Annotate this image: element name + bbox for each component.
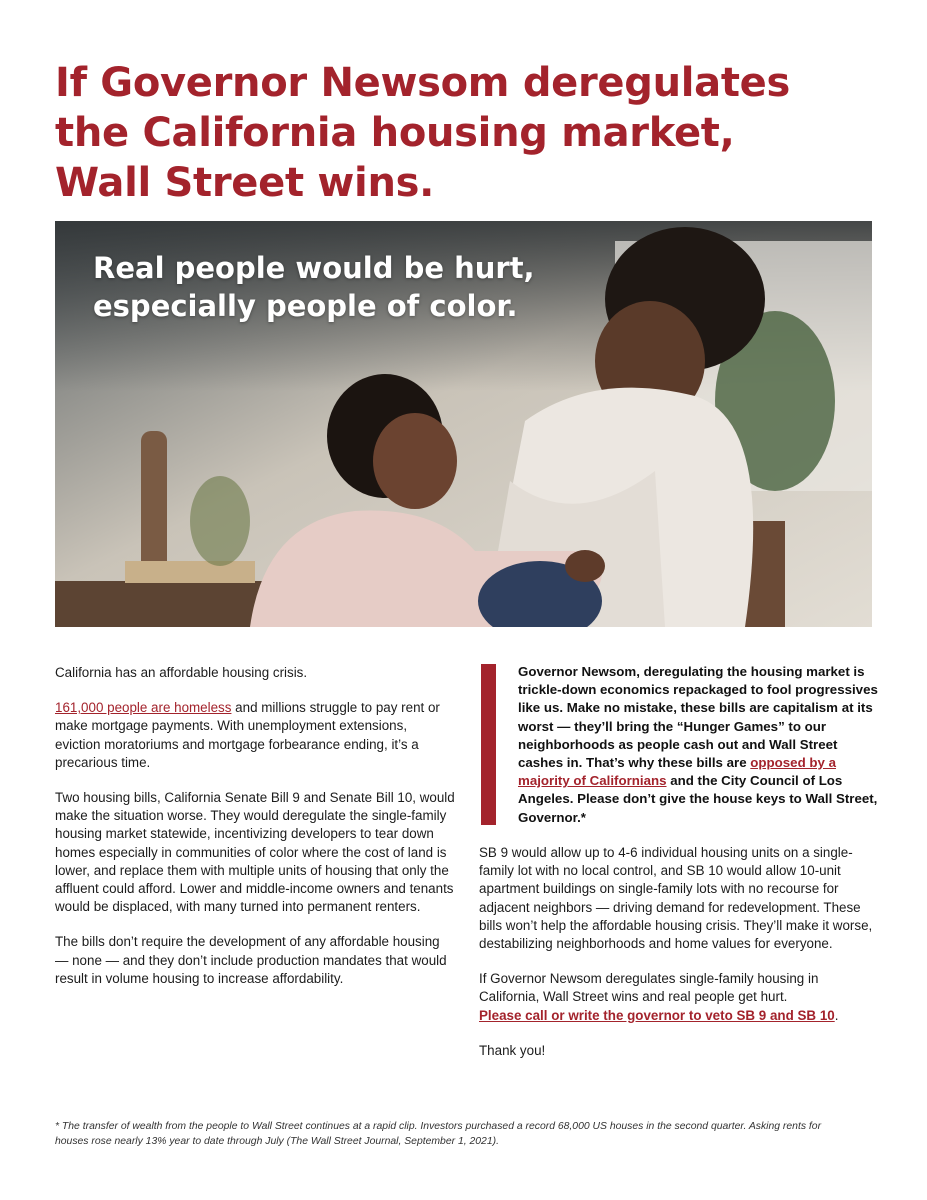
- call-to-action-paragraph: [479, 970, 879, 1025]
- pull-quote-text-end: and the City Council of Los Angeles. Please don’t give the house keys to Wall Street, Governor.*: [518, 773, 878, 825]
- quote-accent-bar: [481, 664, 496, 825]
- intro-paragraph: California has an affordable housing crisis.: [55, 665, 308, 680]
- pull-quote-text: Governor Newsom, deregulating the housing market is trickle-down economics repackaged to fool progressives like us. Make no mistake, these bills are capitalism at its worst — they’ll bring the “Hunger Games” to our neighborhoods as people cash out and Wall Street cashes in. That’s why these bills are: [518, 664, 878, 771]
- cta-period: .: [834, 1007, 839, 1023]
- headline-line-1: If Governor Newsom deregulates: [55, 60, 791, 106]
- hero-caption-line-2: especially people of color.: [93, 289, 518, 323]
- hero-caption: [93, 249, 535, 325]
- veto-call-link[interactable]: Please call or write the governor to veto SB 9 and SB 10: [479, 1007, 835, 1023]
- pull-quote: [518, 663, 878, 827]
- thank-you: Thank you!: [479, 1042, 546, 1058]
- headline: [55, 58, 875, 208]
- hero-photo: [55, 221, 872, 627]
- homeless-paragraph: [55, 699, 455, 772]
- left-column: [55, 664, 455, 1005]
- homeless-paragraph-text: and millions struggle to pay rent or make mortgage payments. With unemployment extensions, eviction moratoriums and mortgage forbearance ending, it’s a precarious time.: [55, 700, 440, 770]
- headline-line-3: Wall Street wins.: [55, 160, 435, 206]
- footnote: * The transfer of wealth from the people to Wall Street continues at a rapid clip. Investors purchased a record 68,000 US houses in the second quarter. Asking rents for houses rose nearly 13% year to date through July (The Wall Street Journal, September 1, 2021).: [55, 1121, 822, 1147]
- hero-caption-line-1: Real people would be hurt,: [93, 251, 535, 285]
- right-column: [479, 844, 879, 1077]
- majority-opposition-link[interactable]: opposed by a majority of Californians: [518, 755, 836, 789]
- homeless-stat-link[interactable]: 161,000 people are homeless: [55, 700, 232, 716]
- conclusion-text: If Governor Newsom deregulates single-family housing in California, Wall Street wins and real people get hurt.: [479, 971, 819, 1005]
- sb-details-paragraph: SB 9 would allow up to 4-6 individual housing units on a single-family lot with no local control, and SB 10 would allow 10-unit apartment buildings on single-family lots with no recourse for adjacent neighbors — driving demand for redevelopment. These bills won’t help the affordable housing crisis. They’ll make it worse, destabilizing neighborhoods and home values for everyone.: [479, 845, 873, 952]
- headline-line-2: the California housing market,: [55, 110, 735, 156]
- bills-paragraph: Two housing bills, California Senate Bill 9 and Senate Bill 10, would make the situation worse. They would deregulate the single-family housing market statewide, incentivizing developers to tear down homes especially in communities of color where the cost of land is lower, and replace them with multiple units of housing that only the affluent could afford. Lower and middle-income owners and tenants would be displaced, with many turned into permanent renters.: [55, 790, 455, 915]
- affordability-paragraph: The bills don’t require the development of any affordable housing — none — and they don’t include production mandates that would result in volume housing to increase affordability.: [55, 934, 447, 986]
